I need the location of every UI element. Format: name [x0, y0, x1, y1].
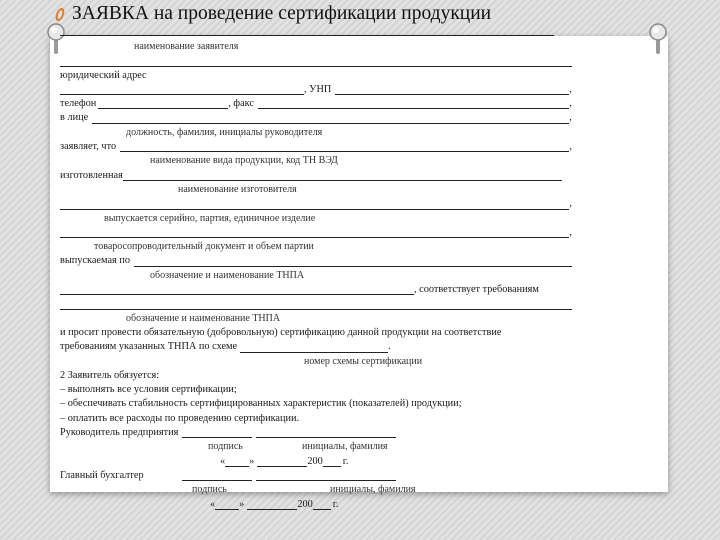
date-year-line [313, 509, 331, 510]
label-legal-address: юридический адрес [60, 69, 147, 81]
caption-applicant: наименование заявителя [134, 41, 239, 52]
list-item [60, 383, 572, 397]
row-request-2: требованиям указанных ТНПА по схеме . [60, 340, 572, 354]
row-manufactured [60, 169, 572, 183]
row-product-caption [60, 154, 572, 168]
label-director: Руководитель предприятия [60, 427, 179, 439]
label-person: в лице [60, 112, 89, 124]
row-complies [60, 283, 572, 297]
request-text-2: требованиям указанных ТНПА по схеме [60, 341, 238, 353]
row-director-date [60, 455, 572, 469]
application-form [60, 40, 572, 512]
pushpin-icon [648, 22, 668, 56]
shipping-input-line [60, 237, 569, 238]
phone-input-line [98, 108, 228, 109]
label-manufactured: изготовленная [60, 169, 123, 181]
accountant-signature-line [182, 480, 252, 481]
fax-input-line [258, 108, 569, 109]
tnpa-input-line [134, 266, 572, 267]
date-month-line [257, 466, 307, 467]
punct-comma: , [569, 112, 572, 124]
tnpa2-input-line [60, 309, 572, 310]
date-month-line [247, 509, 297, 510]
director-signature-line [182, 437, 252, 438]
row-accountant-date [60, 498, 572, 512]
punct-comma: , [569, 141, 572, 153]
row-director-captions [60, 440, 572, 454]
date-year: 200 [307, 455, 323, 467]
punct-comma: , [569, 83, 572, 95]
address-input-line [60, 94, 304, 95]
title-row [56, 2, 491, 26]
complies-input-line [60, 294, 414, 295]
caption-scheme: номер схемы сертификации [304, 355, 423, 367]
row-accountant-captions [60, 483, 572, 497]
row-manufacturer-caption [60, 183, 572, 197]
punct-comma: , [569, 226, 572, 238]
caption-shipping: товаросопроводительный документ и объем партии [94, 241, 314, 253]
row-serial-input [60, 197, 572, 211]
date-suffix: г. [342, 455, 349, 467]
caption-initials: инициалы, фамилия [330, 484, 416, 496]
row-tnpa2-input [60, 297, 572, 311]
caption-manufacturer: наименование изготовителя [178, 183, 297, 195]
obligation-3: – оплатить все расходы по проведению сертификации. [60, 412, 300, 424]
row-head-caption [60, 126, 572, 140]
date-suffix: г. [332, 498, 339, 510]
label-accountant: Главный бухгалтер [60, 469, 144, 481]
list-item [60, 412, 572, 426]
product-input-line [120, 151, 569, 152]
row-unp [60, 83, 572, 97]
caption-head: должность, фамилия, инициалы руководителя [126, 126, 323, 138]
accountant-name-line [256, 480, 396, 481]
caption-tnpa2: обозначение и наименование ТНПА [126, 312, 281, 324]
caption-signature: подпись [192, 484, 227, 496]
obligation-1: – выполнять все условия сертификации; [60, 384, 237, 396]
punct-comma: , [569, 98, 572, 110]
punct-comma: , [569, 198, 572, 210]
row-declares [60, 140, 572, 154]
input-line [60, 66, 572, 67]
label-declares: заявляет, что [60, 141, 117, 153]
label-produced-by: выпускаемая по [60, 255, 130, 267]
row-produced-by [60, 254, 572, 268]
scheme-input-line [240, 352, 388, 353]
date-year-line [323, 466, 341, 467]
obligations-title: 2 Заявитель обязуется: [60, 369, 160, 381]
date-year: 200 [297, 498, 313, 510]
caption-tnpa: обозначение и наименование ТНПА [150, 269, 305, 281]
list-item [60, 397, 572, 411]
row-accountant [60, 469, 572, 483]
serial-input-line [60, 209, 569, 210]
bullet-icon [54, 8, 65, 21]
applicant-line [60, 35, 554, 36]
date-open-quote: « [220, 455, 226, 467]
label-fax: , факс [228, 98, 254, 110]
director-name-line [256, 437, 396, 438]
caption-signature: подпись [208, 441, 243, 453]
date-close-quote: » [249, 455, 255, 467]
row-scheme-caption [60, 355, 572, 369]
row-legal-address [60, 69, 572, 83]
page-title: ЗАЯВКА на проведение сертификации продукции [72, 3, 492, 24]
row-director [60, 426, 572, 440]
date-close-quote: » [239, 498, 245, 510]
row-phone [60, 97, 572, 111]
row-shipping-caption [60, 240, 572, 254]
unp-input-line [335, 94, 569, 95]
row-request-1 [60, 326, 572, 340]
request-text-1: и просит провести обязательную (добровольную) сертификацию данной продукции на соответствие [60, 326, 502, 338]
person-input-line [92, 123, 569, 124]
caption-serial: выпускается серийно, партия, единичное изделие [104, 212, 316, 224]
label-complies: , соответствует требованиям [414, 284, 539, 296]
row-obligations-title [60, 369, 572, 383]
caption-product: наименование вида продукции, код ТН ВЭД [150, 155, 338, 167]
date-day-line [225, 466, 249, 467]
row-serial-caption [60, 212, 572, 226]
row-applicant-caption [60, 40, 572, 54]
row-shipping-input [60, 226, 572, 240]
row-tnpa2-caption [60, 312, 572, 326]
row-tnpa-caption [60, 269, 572, 283]
label-phone: телефон [60, 98, 97, 110]
caption-initials: инициалы, фамилия [302, 441, 388, 453]
row-person [60, 111, 572, 125]
date-day-line [215, 509, 239, 510]
obligation-2: – обеспечивать стабильность сертифицированных характеристик (показателей) продукции; [60, 398, 462, 410]
manufacturer-input-line [123, 180, 562, 181]
label-unp: , УНП [304, 83, 332, 95]
date-open-quote: « [210, 498, 216, 510]
row-applicant-cont [60, 54, 572, 68]
